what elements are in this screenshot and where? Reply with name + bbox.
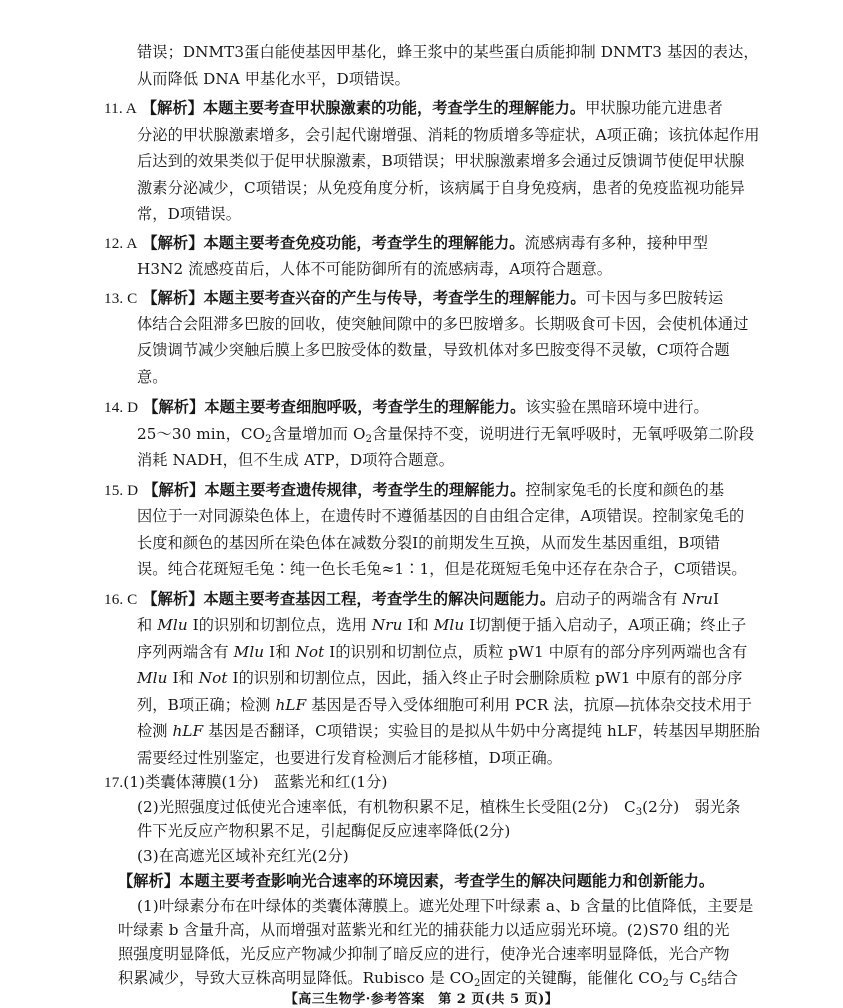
q15-number: 15. D [104,482,139,499]
q16-l3-b: Ⅰ和 [269,643,291,661]
q17-explain-4b: 固定的关键酶，能催化 CO [480,969,663,987]
q11-focus: 本题主要考查甲状腺激素的功能，考查学生的理解能力。 [202,99,586,117]
q15-line-2: 因位于一对同源染色体上，在遗传时不遵循基因的自由组合定律，A项错误。控制家兔毛的 [137,507,745,525]
q15-text: 控制家兔毛的长度和颜色的基 [525,481,725,499]
q11-number: 11. A [104,100,137,117]
q14-focus: 本题主要考查细胞呼吸，考查学生的理解能力。 [204,398,526,416]
q16-l4-b: Ⅰ的识别和切割位点，因此，插入终止子时会删除质粒 pW1 中原有的部分序 [232,669,743,687]
q13-line-1 [104,288,723,309]
q15-line-1 [104,480,724,501]
q17-explain-4d: 结合 [707,969,738,987]
q16-focus: 本题主要考查基因工程，考查学生的解决问题能力。 [203,590,556,608]
q17-number: 17. [104,774,124,791]
q17-line-2 [137,797,740,817]
q16-l6-a: 检测 [137,722,168,740]
q10-line-2: 从而降低 DNA 甲基化水平，D项错误。 [137,70,410,88]
q15-focus: 本题主要考查遗传规律，考查学生的理解能力。 [204,481,526,499]
q14-text-b: 含量增加而 O [271,425,366,443]
q13-text: 可卡因与多巴胺转运 [585,289,724,307]
q16-line-4 [137,668,742,688]
q16-line-5 [137,695,752,715]
q17-line-5 [118,871,714,891]
q17-analysis-tag: 【解析】 [118,872,180,890]
q13-line-2: 体结合会阻滞多巴胺的回收，使突触间隙中的多巴胺增多。长期吸食可卡因，会使机体通过 [137,315,749,333]
q11-line-5: 常，D项错误。 [137,205,242,223]
q16-enzyme-not: Not [295,643,325,661]
q16-line-6 [137,721,760,741]
q13-focus: 本题主要考查兴奋的产生与传导，考查学生的理解能力。 [203,289,586,307]
q17-explain-4c: 与 C [668,969,701,987]
q16-gene-hlf: hLF [275,696,307,714]
q16-enzyme-mlu: Mlu [233,643,265,661]
q16-l4-a: Ⅰ和 [172,669,194,687]
q16-line-7: 需要经过性别鉴定，也要进行发育检测后才能移植，D项正确。 [137,749,563,767]
q14-number: 14. D [104,399,139,416]
q16-l3-c: Ⅰ的识别和切割位点，质粒 pW1 中原有的部分序列两端也含有 [329,643,748,661]
q17-sub-co2b: 2 [662,978,669,989]
q16-line-1 [104,589,719,610]
q15-analysis-tag: 【解析】 [143,481,205,499]
q17-line-1 [104,772,387,793]
q16-enzyme-nru: Nru [682,590,714,608]
q14-analysis-tag: 【解析】 [143,398,205,416]
q16-line-2 [137,615,746,635]
q16-l5-b: 基因是否导入受体细胞可利用 PCR 法，抗原—抗体杂交技术用于 [311,696,753,714]
q15-line-4: 误。纯合花斑短毛兔∶纯一色长毛兔≈1∶1，但是花斑短毛兔中还存在杂合子，C项错误。 [137,560,747,578]
q17-sub-co2: 2 [473,978,481,989]
q14-line-2 [137,424,754,444]
q16-number: 16. C [104,591,138,608]
q11-line-2: 分泌的甲状腺激素增多，会引起代谢增强、消耗的物质增多等症状，A项正确；该抗体起作用 [137,126,760,144]
q13-analysis-tag: 【解析】 [142,289,204,307]
q16-l6-b: 基因是否翻译，C项错误；实验目的是拟从牛奶中分离提纯 hLF，转基因早期胚胎 [208,722,761,740]
q16-line-3 [137,642,747,662]
q17-sub-c3: 3 [635,807,643,818]
q11-line-3: 后达到的效果类似于促甲状腺激素，B项错误；甲状腺激素增多会通过反馈调节使促甲状腺 [137,152,745,170]
q17-line-3: 件下光反应产物积累不足，引起酶促反应速率降低(2分) [137,822,511,840]
q13-line-3: 反馈调节减少突触后膜上多巴胺受体的数量，导致机体对多巴胺变得不灵敏，C项符合题 [137,341,730,359]
q16-l2-a: 和 [137,616,153,634]
q11-text: 甲状腺功能亢进患者 [585,99,723,117]
q16-text: 启动子的两端含有 [555,590,678,608]
q14-line-1 [104,397,709,418]
q12-line-2: H3N2 流感疫苗后，人体不可能防御所有的流感病毒，A项符合题意。 [137,260,613,278]
q13-number: 13. C [104,290,138,307]
q14-sub-co2: 2 [265,434,272,445]
q17-line-9 [118,968,738,988]
q17-explain-3: 照强度明显降低，光反应产物减少抑制了暗反应的进行，使净光合速率明显降低，光合产物 [118,945,730,963]
q16-l5-a: 列，B项正确；检测 [137,696,271,714]
q17-answer-2a: (2)光照强度过低使光合速率低，有机物积累不足，植株生长受阻(2分) C [137,798,636,816]
q14-text-c: 含量保持不变，说明进行无氧呼吸时，无氧呼吸第二阶段 [372,425,755,443]
q17-focus: 本题主要考查影响光合速率的环境因素，考查学生的解决问题能力和创新能力。 [179,872,715,890]
q16-l2-c: Ⅰ和 [407,616,429,634]
q17-answer-2b: (2分) 弱光条 [642,798,741,816]
q14-text: 该实验在黑暗环境中进行。 [525,398,709,416]
q12-line-1 [104,233,708,254]
q16-analysis-tag: 【解析】 [142,590,204,608]
q16-enzyme-nru: Nru [371,616,403,634]
q16-l2-b: Ⅰ的识别和切割位点，选用 [192,616,367,634]
q17-answer-1: (1)类囊体薄膜(1分) 蓝紫光和红(1分) [123,773,388,791]
q16-gene-hlf: hLF [172,722,204,740]
q14-line-3: 消耗 NADH，但不生成 ATP，D项符合题意。 [137,451,455,469]
q13-line-4: 意。 [137,368,168,386]
q16-enzyme-mlu: Mlu [433,616,465,634]
q12-number: 12. A [104,235,138,252]
q17-line-4: (3)在高遮光区域补充红光(2分) [137,847,349,865]
q11-analysis-tag: 【解析】 [141,99,203,117]
q14-text-a: 25～30 min，CO [137,425,266,443]
q17-line-8 [118,944,730,964]
q16-enzyme-mlu: Mlu [137,669,168,687]
q15-line-3: 长度和颜色的基因所在染色体在减数分裂Ⅰ的前期发生互换，从而发生基因重组，B项错 [137,534,720,552]
q12-focus: 本题主要考查免疫功能，考查学生的理解能力。 [203,234,525,252]
q16-roman: Ⅰ [713,590,720,608]
q10-line-1: 错误；DNMT3蛋白能使基因甲基化，蜂王浆中的某些蛋白质能抑制 DNMT3 基因的表达， [137,43,759,61]
q12-text: 流感病毒有多种，接种甲型 [524,234,709,252]
q16-enzyme-mlu: Mlu [157,616,188,634]
q17-sub-c5: 5 [700,978,708,989]
q11-line-1 [104,98,723,119]
q16-enzyme-not: Not [198,669,228,687]
q14-sub-o2: 2 [365,434,373,445]
q17-explain-4a: 积累减少，导致大豆株高明显降低。Rubisco 是 CO [118,969,474,987]
q11-line-4: 激素分泌减少，C项错误；从免疫角度分析，该病属于自身免疫病，患者的免疫监视功能异 [137,179,745,197]
page-footer: 【高三生物学·参考答案 第 2 页(共 5 页)】 [284,992,559,1007]
q16-l2-d: Ⅰ切割便于插入启动子，A项正确；终止子 [469,616,747,634]
q12-analysis-tag: 【解析】 [142,234,204,252]
q16-l3-a: 序列两端含有 [137,643,229,661]
q17-line-7: 叶绿素 b 含量升高，从而增强对蓝紫光和红光的捕获能力以适应弱光环境。(2)S70 组的光 [118,921,730,939]
q17-line-6: (1)叶绿素分布在叶绿体的类囊体薄膜上。遮光处理下叶绿素 a、b 含量的比值降低，主要是 [137,897,754,915]
